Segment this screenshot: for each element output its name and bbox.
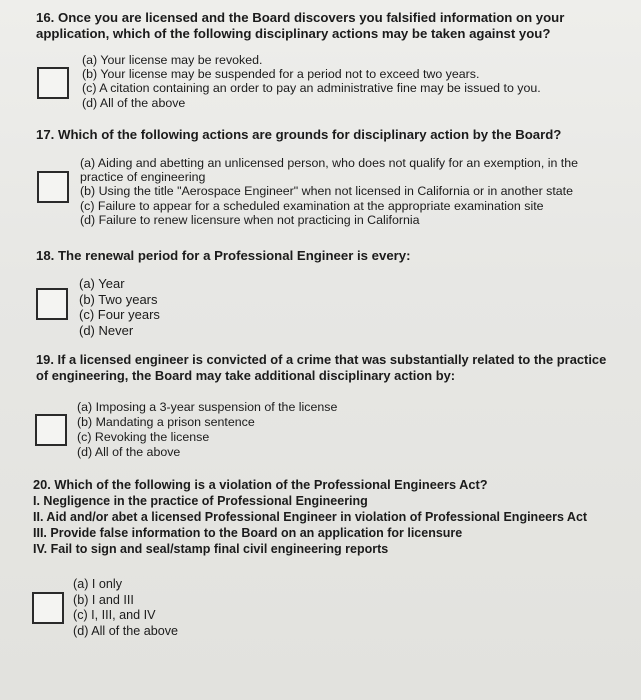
statement-ii: II. Aid and/or abet a licensed Professional Engineer in violation of Professional Engineers Act <box>33 510 588 524</box>
option-b: (b) I and III <box>73 592 134 607</box>
statement-iv: IV. Fail to sign and seal/stamp final civil engineering reports <box>33 542 389 556</box>
answer-checkbox-19[interactable] <box>35 414 67 446</box>
option-b: (b) Your license may be suspended for a period not to exceed two years. <box>82 67 480 82</box>
answer-checkbox-17[interactable] <box>37 171 69 203</box>
option-a: (a) Your license may be revoked. <box>82 53 263 67</box>
option-c: (c) Revoking the license <box>77 430 210 444</box>
option-d: (d) Failure to renew licensure when not practicing in California <box>80 212 420 227</box>
option-b: (b) Two years <box>79 291 158 307</box>
option-c: (c) Four years <box>79 307 160 322</box>
option-b: (b) Using the title "Aerospace Engineer" when not licensed in California or in another state <box>80 184 573 199</box>
option-a: (a) Year <box>79 276 125 291</box>
question-20-title: 20. Which of the following is a violation of the Professional Engineers Act? <box>33 477 488 492</box>
option-a: (a) I only <box>73 577 122 591</box>
question-19-title: 19. If a licensed engineer is convicted of a crime that was substantially related to the practice of engineering, the Board may take additional disciplinary action by: <box>36 352 607 383</box>
question-19-options <box>77 400 337 460</box>
option-b: (b) Mandating a prison sentence <box>77 415 255 429</box>
option-a: (a) Imposing a 3-year suspension of the license <box>77 400 338 414</box>
option-d: (d) All of the above <box>82 95 186 110</box>
answer-checkbox-20[interactable] <box>32 592 64 624</box>
option-c: (c) A citation containing an order to pay an administrative fine may be issued to you. <box>82 81 541 96</box>
question-20-statements <box>33 493 587 557</box>
option-d: (d) All of the above <box>73 623 179 638</box>
statement-iii: III. Provide false information to the Board on an application for licensure <box>33 526 463 540</box>
question-18-options <box>79 276 160 338</box>
option-d: (d) All of the above <box>77 445 181 459</box>
question-20-options <box>73 577 178 639</box>
option-d: (d) Never <box>79 322 134 338</box>
question-16-options <box>82 53 541 110</box>
question-17-title: 17. Which of the following actions are grounds for disciplinary action by the Board? <box>36 127 562 142</box>
answer-checkbox-18[interactable] <box>36 288 68 320</box>
question-16-title: 16. Once you are licensed and the Board discovers you falsified information on your application, which of the following disciplinary actions may be taken against you? <box>36 10 565 41</box>
option-a: (a) Aiding and abetting an unlicensed person, who does not qualify for an exemption, in the practice of engineering <box>80 156 579 185</box>
question-17-options <box>80 156 620 227</box>
statement-i: I. Negligence in the practice of Professional Engineering <box>33 494 368 508</box>
option-c: (c) I, III, and IV <box>73 608 156 622</box>
option-c: (c) Failure to appear for a scheduled examination at the appropriate examination site <box>80 198 544 213</box>
question-18-title: 18. The renewal period for a Professional Engineer is every: <box>36 248 411 263</box>
answer-checkbox-16[interactable] <box>37 67 69 99</box>
